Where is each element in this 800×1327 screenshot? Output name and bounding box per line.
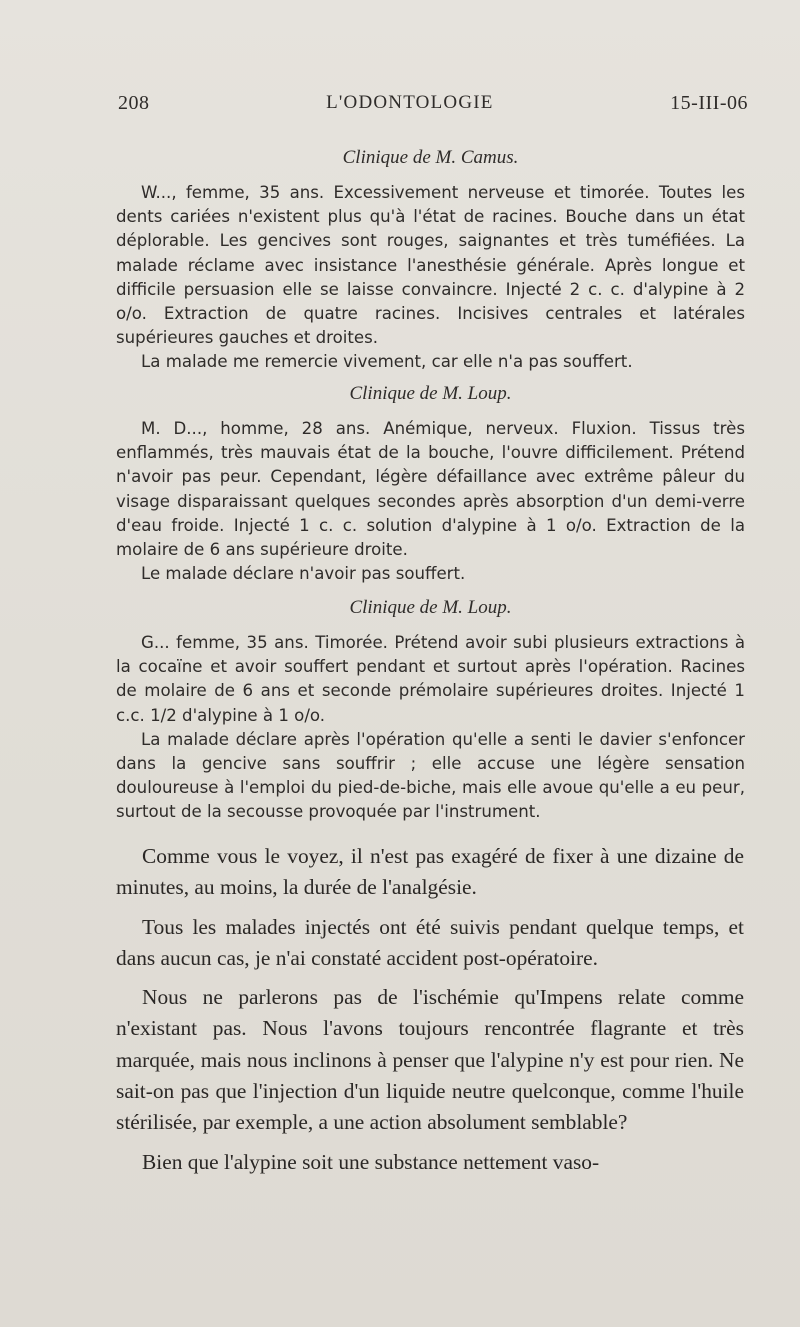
- body-paragraph: Nous ne parlerons pas de l'ischémie qu'Impens relate comme n'existant pas. Nous l'avons toujours rencontrée flagrante et très marquée, mais nous inclinons à penser que l'alypine n'y est pour rien. Ne sait-on pas que l'injection d'un liquide neutre quelconque, comme l'huile stérilisée, par exemple, a une action absolument semblable?: [116, 985, 744, 1135]
- case-paragraph: M. D..., homme, 28 ans. Anémique, nerveux. Fluxion. Tissus très enflammés, très mauvais état de la bouche, l'ouvre difficilement. Prétend n'avoir pas peur. Cependant, légère défaillance avec extrême pâleur du visage disparaissant quelques secondes après absorption d'un demi-verre d'eau froide. Injecté 1 c. c. solution d'alypine à 1 o/o. Extraction de la molaire de 6 ans supérieure droite.: [116, 419, 745, 560]
- issue-date: 15-III-06: [670, 92, 748, 114]
- journal-title: L'ODONTOLOGIE: [326, 92, 494, 113]
- case-paragraph: Le malade déclare n'avoir pas souffert.: [141, 564, 466, 584]
- case-title: Clinique de M. Loup.: [349, 383, 512, 404]
- case-paragraph: La malade me remercie vivement, car elle n'a pas souffert.: [141, 352, 633, 372]
- case-paragraph: W..., femme, 35 ans. Excessivement nerveuse et timorée. Toutes les dents cariées n'existent plus qu'à l'état de racines. Bouche dans un état déplorable. Les gencives sont rouges, saignantes et très tuméfiées. La malade réclame avec insistance l'anesthésie générale. Après longue et difficile persuasion elle se laisse convaincre. Injecté 2 c. c. d'alypine à 2 o/o. Extraction de quatre racines. Incisives centrales et latérales supérieures gauches et droites.: [116, 183, 745, 348]
- body-paragraph: Comme vous le voyez, il n'est pas exagéré de fixer à une dizaine de minutes, au moins, la durée de l'analgésie.: [116, 844, 744, 900]
- body-paragraph: Tous les malades injectés ont été suivis pendant quelque temps, et dans aucun cas, je n'ai constaté accident post-opératoire.: [116, 914, 744, 970]
- body-text: [116, 841, 744, 1186]
- case-title: Clinique de M. Camus.: [342, 147, 519, 168]
- page-number: 208: [118, 92, 150, 114]
- case-loup-1: [116, 383, 745, 586]
- case-camus: [116, 147, 745, 375]
- running-header: [118, 92, 748, 115]
- case-title: Clinique de M. Loup.: [349, 597, 512, 618]
- body-paragraph: Bien que l'alypine soit une substance nettement vaso-: [142, 1149, 600, 1174]
- case-loup-2: [116, 597, 745, 825]
- case-paragraph: G... femme, 35 ans. Timorée. Prétend avoir subi plusieurs extractions à la cocaïne et avoir souffert pendant et surtout après l'opération. Racines de molaire de 6 ans et seconde prémolaire supérieures droites. Injecté 1 c.c. 1/2 d'alypine à 1 o/o.: [116, 633, 745, 725]
- case-paragraph: La malade déclare après l'opération qu'elle a senti le davier s'enfoncer dans la gencive sans souffrir ; elle accuse une légère sensation douloureuse à l'emploi du pied-de-biche, mais elle avoue qu'elle a eu peur, surtout de la secousse provoquée par l'instrument.: [116, 729, 745, 822]
